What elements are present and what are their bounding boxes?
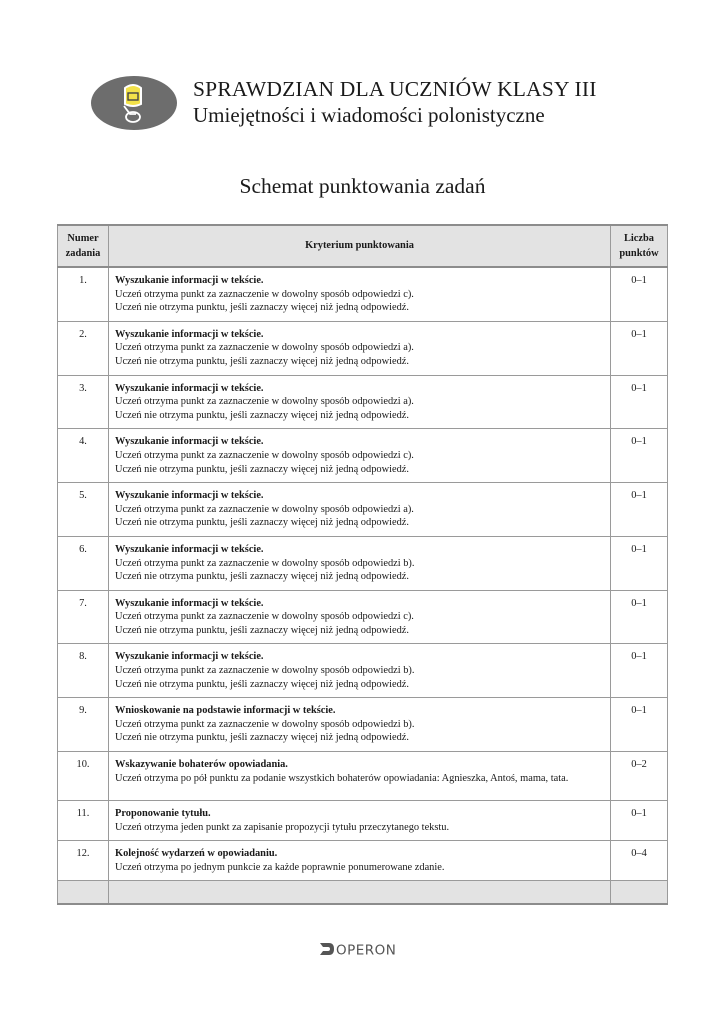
criterion-line: Uczeń otrzyma punkt za zaznaczenie w dowolny sposób odpowiedzi b). bbox=[115, 665, 415, 677]
criterion-cell bbox=[109, 841, 611, 881]
header-points-line2: punktów bbox=[619, 248, 659, 259]
task-number: 11. bbox=[58, 801, 109, 841]
criterion-line: Uczeń otrzyma punkt za zaznaczenie w dowolny sposób odpowiedzi c). bbox=[115, 449, 414, 461]
table-row bbox=[58, 801, 668, 841]
criterion-title: Wyszukanie informacji w tekście. bbox=[115, 543, 264, 555]
criterion-line: Uczeń nie otrzyma punktu, jeśli zaznaczy więcej niż jedną odpowiedź. bbox=[115, 678, 409, 690]
scoring-table bbox=[57, 224, 668, 905]
table-row bbox=[58, 536, 668, 590]
points-range: 0–1 bbox=[611, 375, 668, 429]
criterion-cell bbox=[109, 536, 611, 590]
table-row bbox=[58, 644, 668, 698]
criterion-title: Wyszukanie informacji w tekście. bbox=[115, 597, 264, 609]
task-number: 4. bbox=[58, 429, 109, 483]
criterion-line: Uczeń otrzyma po jednym punkcie za każde poprawnie ponumerowane zdanie. bbox=[115, 861, 445, 873]
header-number-line2: zadania bbox=[65, 248, 101, 259]
task-number: 10. bbox=[58, 752, 109, 801]
table-row bbox=[58, 483, 668, 537]
criterion-line: Uczeń otrzyma punkt za zaznaczenie w dowolny sposób odpowiedzi a). bbox=[115, 503, 414, 515]
criterion-line: Uczeń otrzyma jeden punkt za zapisanie propozycji tytułu przeczytanego tekstu. bbox=[115, 821, 450, 833]
criterion-line: Uczeń nie otrzyma punktu, jeśli zaznaczy więcej niż jedną odpowiedź. bbox=[115, 355, 409, 367]
points-range: 0–1 bbox=[611, 698, 668, 752]
criterion-cell bbox=[109, 801, 611, 841]
table-header-row bbox=[58, 225, 668, 267]
points-range: 0–1 bbox=[611, 644, 668, 698]
footer-cell bbox=[611, 881, 668, 905]
criterion-line: Uczeń otrzyma punkt za zaznaczenie w dowolny sposób odpowiedzi c). bbox=[115, 611, 414, 623]
table-row bbox=[58, 321, 668, 375]
header bbox=[193, 76, 597, 128]
criterion-cell bbox=[109, 644, 611, 698]
points-range: 0–1 bbox=[611, 267, 668, 321]
points-range: 0–1 bbox=[611, 429, 668, 483]
task-number: 7. bbox=[58, 590, 109, 644]
task-number: 1. bbox=[58, 267, 109, 321]
criterion-title: Wyszukanie informacji w tekście. bbox=[115, 275, 264, 286]
criterion-cell bbox=[109, 429, 611, 483]
points-range: 0–1 bbox=[611, 483, 668, 537]
points-range: 0–1 bbox=[611, 590, 668, 644]
task-number: 5. bbox=[58, 483, 109, 537]
criterion-title: Wnioskowanie na podstawie informacji w tekście. bbox=[115, 705, 336, 717]
criterion-cell bbox=[109, 375, 611, 429]
criterion-line: Uczeń nie otrzyma punktu, jeśli zaznaczy więcej niż jedną odpowiedź. bbox=[115, 571, 409, 583]
criterion-title: Kolejność wydarzeń w opowiadaniu. bbox=[115, 848, 278, 860]
page-title: SPRAWDZIAN DLA UCZNIÓW KLASY III bbox=[193, 77, 597, 101]
criterion-cell bbox=[109, 267, 611, 321]
criterion-line: Uczeń nie otrzyma punktu, jeśli zaznaczy więcej niż jedną odpowiedź. bbox=[115, 302, 409, 314]
header-number bbox=[58, 225, 109, 267]
criterion-line: Uczeń nie otrzyma punktu, jeśli zaznaczy więcej niż jedną odpowiedź. bbox=[115, 463, 409, 475]
page-subtitle: Umiejętności i wiadomości polonistyczne bbox=[193, 103, 545, 127]
criterion-cell bbox=[109, 483, 611, 537]
criterion-title: Wyszukanie informacji w tekście. bbox=[115, 382, 264, 394]
footer-cell bbox=[109, 881, 611, 905]
table-row bbox=[58, 841, 668, 881]
task-number: 6. bbox=[58, 536, 109, 590]
criterion-line: Uczeń otrzyma punkt za zaznaczenie w dowolny sposób odpowiedzi b). bbox=[115, 557, 415, 569]
table-row bbox=[58, 698, 668, 752]
task-number: 8. bbox=[58, 644, 109, 698]
task-number: 3. bbox=[58, 375, 109, 429]
criterion-line: Uczeń nie otrzyma punktu, jeśli zaznaczy więcej niż jedną odpowiedź. bbox=[115, 409, 409, 421]
criterion-title: Wyszukanie informacji w tekście. bbox=[115, 436, 264, 448]
header-criterion: Kryterium punktowania bbox=[109, 225, 611, 267]
table-row bbox=[58, 590, 668, 644]
criterion-title: Wyszukanie informacji w tekście. bbox=[115, 490, 264, 502]
criterion-line: Uczeń otrzyma punkt za zaznaczenie w dowolny sposób odpowiedzi a). bbox=[115, 396, 414, 408]
task-number: 12. bbox=[58, 841, 109, 881]
table-row bbox=[58, 375, 668, 429]
criterion-title: Wyszukanie informacji w tekście. bbox=[115, 651, 264, 663]
criterion-cell bbox=[109, 590, 611, 644]
criterion-title: Wyszukanie informacji w tekście. bbox=[115, 328, 264, 340]
speech-bubble-icon bbox=[91, 76, 177, 130]
criterion-line: Uczeń nie otrzyma punktu, jeśli zaznaczy więcej niż jedną odpowiedź. bbox=[115, 517, 409, 529]
points-range: 0–1 bbox=[611, 801, 668, 841]
criterion-line: Uczeń nie otrzyma punktu, jeśli zaznaczy więcej niż jedną odpowiedź. bbox=[115, 624, 409, 636]
table-row bbox=[58, 429, 668, 483]
table-row bbox=[58, 267, 668, 321]
footer-brand: OPERON bbox=[336, 942, 397, 958]
points-range: 0–4 bbox=[611, 841, 668, 881]
criterion-line: Uczeń otrzyma punkt za zaznaczenie w dowolny sposób odpowiedzi a). bbox=[115, 342, 414, 354]
criterion-line: Uczeń nie otrzyma punktu, jeśli zaznaczy więcej niż jedną odpowiedź. bbox=[115, 732, 409, 744]
criterion-cell bbox=[109, 752, 611, 801]
section-title: Schemat punktowania zadań bbox=[239, 174, 486, 198]
points-range: 0–1 bbox=[611, 321, 668, 375]
task-number: 2. bbox=[58, 321, 109, 375]
header-points bbox=[611, 225, 668, 267]
criterion-line: Uczeń otrzyma po pół punktu za podanie wszystkich bohaterów opowiadania: Agnieszka, Antoś, mama, tata. bbox=[115, 772, 569, 784]
header-number-line1: Numer bbox=[67, 233, 99, 244]
criterion-line: Uczeń otrzyma punkt za zaznaczenie w dowolny sposób odpowiedzi c). bbox=[115, 288, 414, 300]
criterion-cell bbox=[109, 698, 611, 752]
criterion-line: Uczeń otrzyma punkt za zaznaczenie w dowolny sposób odpowiedzi b). bbox=[115, 718, 415, 730]
header-points-line1: Liczba bbox=[623, 233, 654, 244]
task-number: 9. bbox=[58, 698, 109, 752]
operon-logo-icon bbox=[318, 940, 408, 958]
table-row bbox=[58, 752, 668, 801]
table-footer-row bbox=[58, 881, 668, 905]
criterion-title: Proponowanie tytułu. bbox=[115, 808, 211, 820]
criterion-title: Wskazywanie bohaterów opowiadania. bbox=[115, 759, 288, 771]
points-range: 0–2 bbox=[611, 752, 668, 801]
criterion-cell bbox=[109, 321, 611, 375]
footer-cell bbox=[58, 881, 109, 905]
points-range: 0–1 bbox=[611, 536, 668, 590]
